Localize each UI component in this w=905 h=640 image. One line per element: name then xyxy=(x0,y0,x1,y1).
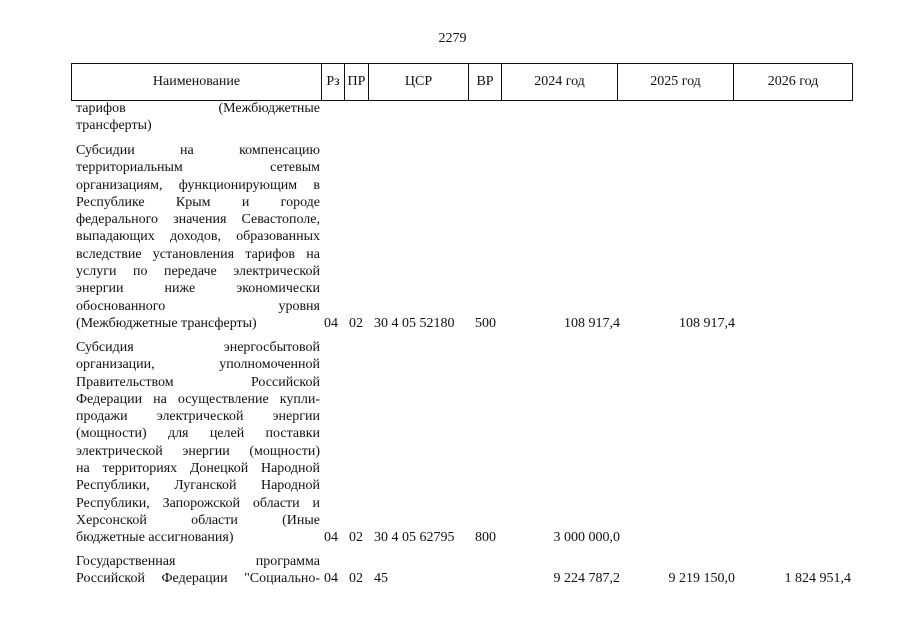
header-2024: 2024 год xyxy=(502,64,618,100)
header-rz: Рз xyxy=(322,64,345,100)
name-line: вследствие установления тарифов на xyxy=(76,246,320,262)
header-2025: 2025 год xyxy=(618,64,734,100)
header-vr: ВР xyxy=(469,64,502,100)
table-row-name xyxy=(76,142,320,332)
name-line: выпадающих доходов, образованных xyxy=(76,229,320,245)
name-line: Правительством Российской xyxy=(76,374,320,390)
name-line: (мощности) для целей поставки xyxy=(76,426,320,442)
header-pr: ПР xyxy=(345,64,369,100)
name-line: Республике Крым и городе xyxy=(76,194,320,210)
cell-vr: 800 xyxy=(475,530,496,545)
table-row-name xyxy=(76,100,320,135)
name-line: Херсонской области (Иные xyxy=(76,512,320,528)
table-row-name xyxy=(76,339,320,547)
header-csr: ЦСР xyxy=(369,64,469,100)
cell-2024: 3 000 000,0 xyxy=(553,530,620,545)
name-line: на территориях Донецкой Народной xyxy=(76,461,320,477)
name-line: электрической энергии (мощности) xyxy=(76,443,320,459)
name-line: Государственная программа xyxy=(76,554,320,569)
name-line: энергии ниже экономически xyxy=(76,281,320,297)
name-line: обоснованного уровня xyxy=(76,298,320,314)
name-line: организациям, функционирующим в xyxy=(76,177,320,193)
name-line: Российской Федерации "Социально- xyxy=(76,571,320,587)
cell-vr: 500 xyxy=(475,316,496,331)
cell-csr: 30 4 05 52180 xyxy=(374,316,455,331)
name-line: Субсидии на компенсацию xyxy=(76,143,320,158)
name-line: Федерации на осуществление купли- xyxy=(76,391,320,407)
name-line: продажи электрической энергии xyxy=(76,409,320,425)
cell-rz: 04 xyxy=(324,571,338,586)
cell-2025: 108 917,4 xyxy=(679,316,735,331)
cell-pr: 02 xyxy=(349,571,363,586)
name-line: организации, уполномоченной xyxy=(76,357,320,373)
cell-csr: 45 xyxy=(374,571,388,586)
name-line: федерального значения Севастополе, xyxy=(76,212,320,228)
header-2026: 2026 год xyxy=(767,74,819,89)
name-line: трансферты) xyxy=(76,118,152,134)
page-number: 2279 xyxy=(438,31,467,46)
name-line: Республики, Луганской Народной xyxy=(76,478,320,494)
name-line: территориальным сетевым xyxy=(76,160,320,176)
cell-rz: 04 xyxy=(324,530,338,545)
name-line: (Межбюджетные трансферты) xyxy=(76,315,257,331)
cell-2024: 108 917,4 xyxy=(564,316,620,331)
cell-csr: 30 4 05 62795 xyxy=(374,530,455,545)
header-name: Наименование xyxy=(72,64,322,100)
cell-pr: 02 xyxy=(349,530,363,545)
name-line: тарифов (Межбюджетные xyxy=(76,101,320,116)
cell-pr: 02 xyxy=(349,316,363,331)
table-row-name xyxy=(76,553,320,588)
name-line: бюджетные ассигнования) xyxy=(76,530,234,546)
cell-2024: 9 224 787,2 xyxy=(553,571,620,586)
cell-2025: 9 219 150,0 xyxy=(668,571,735,586)
cell-2026: 1 824 951,4 xyxy=(784,571,851,586)
name-line: Субсидия энергосбытовой xyxy=(76,340,320,355)
cell-rz: 04 xyxy=(324,316,338,331)
name-line: Республики, Запорожской области и xyxy=(76,495,320,511)
name-line: услуги по передаче электрической xyxy=(76,264,320,280)
table-header xyxy=(71,63,853,101)
